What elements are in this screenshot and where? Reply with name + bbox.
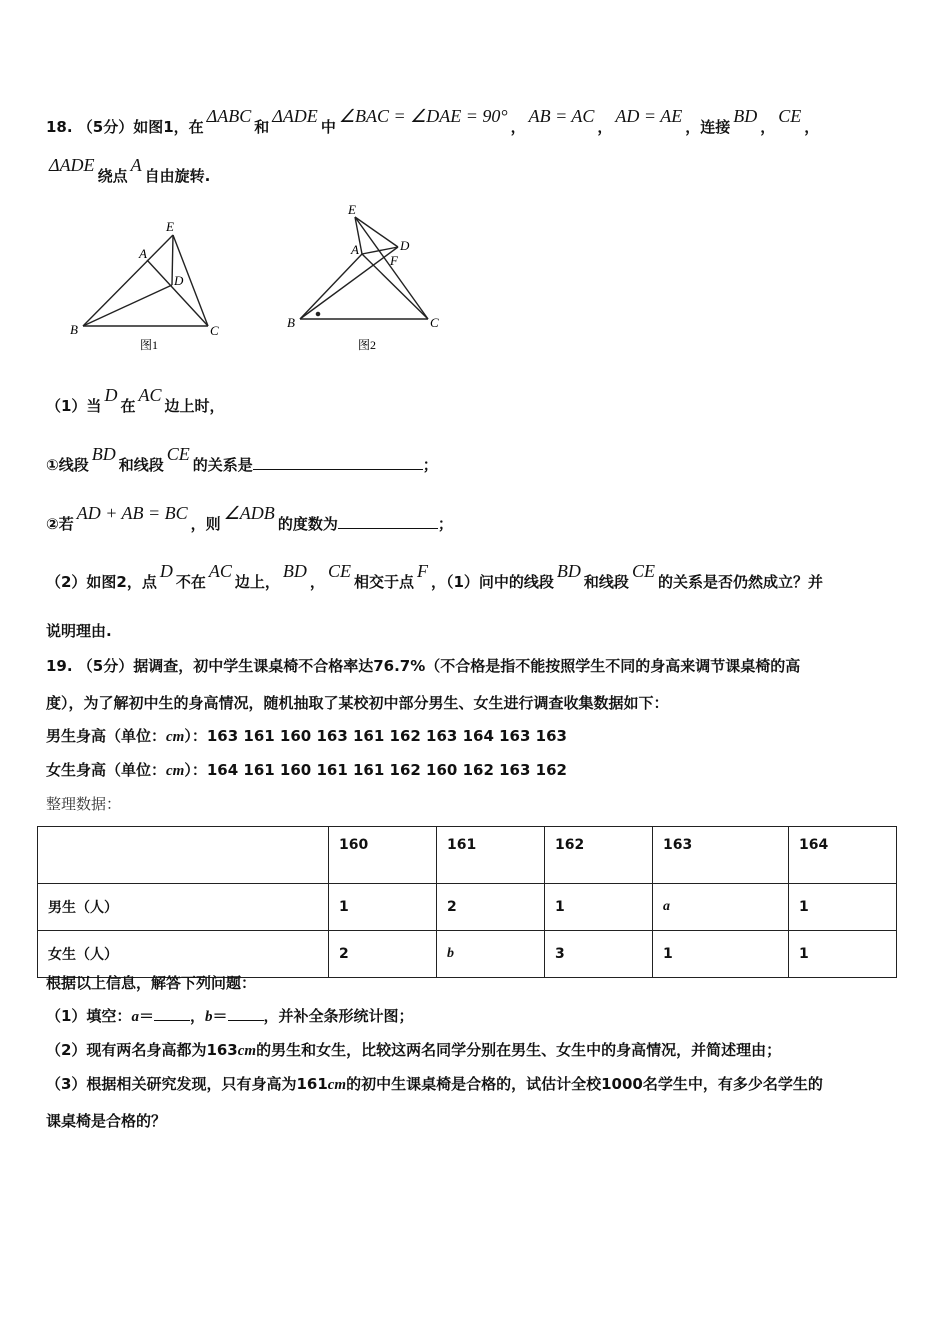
q19-part2 xyxy=(46,1040,781,1061)
table-cell: 162 xyxy=(545,827,653,884)
table-cell: 1 xyxy=(789,931,897,978)
table-cell: b xyxy=(437,931,545,978)
text-segment: ，（1）问中的线段 xyxy=(430,573,554,591)
math-expression: AC xyxy=(208,561,232,581)
answer-blank xyxy=(154,1006,190,1021)
text-segment: 自由旋转. xyxy=(144,167,211,185)
text-segment: 的初中生课桌椅是合格的，试估计全校1000名学生中，有多少名学生的 xyxy=(346,1075,823,1093)
table-cell: 男生（人） xyxy=(38,884,329,931)
text-segment: ； xyxy=(422,456,438,474)
italic-unit: cm xyxy=(166,729,185,745)
table-cell: 2 xyxy=(437,884,545,931)
table-cell: 164 xyxy=(789,827,897,884)
text-segment: 在 xyxy=(120,397,136,415)
math-expression: A xyxy=(130,155,142,175)
text-segment: 的男生和女生，比较这两名同学分别在男生、女生中的身高情况，并简述理由； xyxy=(256,1041,782,1059)
table-cell: 1 xyxy=(789,884,897,931)
math-expression: CE xyxy=(631,561,655,581)
text-segment: 度），为了解初中生的身高情况，随机抽取了某校初中部分男生、女生进行调查收集数据如下： xyxy=(46,694,669,712)
label-c: C xyxy=(430,315,439,330)
text-segment: 男生身高（单位： xyxy=(46,727,167,745)
text-segment: ， xyxy=(804,118,820,136)
text-segment: （2）现有两名身高都为163 xyxy=(46,1041,238,1059)
text-segment: （1）当 xyxy=(46,397,102,415)
text-segment: （1）填空： xyxy=(46,1007,132,1025)
text-segment: 相交于点 xyxy=(353,573,414,591)
text-segment: 不在 xyxy=(175,573,206,591)
table-cell: 3 xyxy=(545,931,653,978)
italic-unit: cm xyxy=(327,1077,347,1093)
table-cell: 1 xyxy=(653,931,789,978)
text-segment: ； xyxy=(437,515,453,533)
table-cell: a xyxy=(653,884,789,931)
text-segment: 19. （5分）据调查，初中学生课桌椅不合格率达76.7%（不合格是指不能按照学生不同的身高来调节课桌椅的高 xyxy=(46,657,801,675)
italic-unit: b xyxy=(204,1009,213,1025)
text-segment: ，连接 xyxy=(685,118,731,136)
table-cell: 160 xyxy=(329,827,437,884)
label-b: B xyxy=(287,315,295,330)
text-segment: ， xyxy=(309,573,325,591)
q18-part2-cont xyxy=(46,621,112,641)
table-row xyxy=(38,884,897,931)
figure-2 xyxy=(300,217,428,319)
text-segment: （3）根据相关研究发现，只有身高为161 xyxy=(46,1075,328,1093)
math-expression: ∠BAC = ∠DAE = 90° xyxy=(338,106,508,126)
q19-instructions xyxy=(46,973,256,993)
label-e: E xyxy=(348,202,356,217)
math-expression: ∠ADB xyxy=(223,503,275,523)
text-segment: 和线段 xyxy=(118,456,164,474)
table-cell: 2 xyxy=(329,931,437,978)
math-expression: ΔADE xyxy=(272,106,318,126)
figure-1-caption: 图1 xyxy=(140,338,159,352)
text-segment: ＝ xyxy=(138,1007,154,1025)
math-expression: AB = AC xyxy=(528,106,595,126)
text-segment: ①线段 xyxy=(46,456,89,474)
answer-blank xyxy=(228,1006,264,1021)
table-cell: 1 xyxy=(329,884,437,931)
text-segment: ， xyxy=(760,118,776,136)
text-segment: 的关系是否仍然成立？并 xyxy=(657,573,823,591)
text-segment: 课桌椅是合格的？ xyxy=(46,1112,167,1130)
math-expression: AD + AB = BC xyxy=(76,503,188,523)
italic-unit: cm xyxy=(237,1043,257,1059)
table-cell xyxy=(38,827,329,884)
table-header-row xyxy=(38,827,897,884)
text-segment: ②若 xyxy=(46,515,74,533)
text-segment: 的度数为 xyxy=(277,515,338,533)
math-expression: CE xyxy=(778,106,802,126)
table-cell: 161 xyxy=(437,827,545,884)
text-segment: （2）如图2，点 xyxy=(46,573,157,591)
text-segment: 女生身高（单位： xyxy=(46,761,167,779)
math-expression: ΔADE xyxy=(49,155,95,175)
math-expression: ΔABC xyxy=(206,106,252,126)
geometry-figures xyxy=(0,0,950,360)
q19-line2 xyxy=(46,693,669,713)
q19-girls-heights xyxy=(46,760,567,781)
q18-part1-a xyxy=(46,444,438,475)
math-expression: F xyxy=(416,561,428,581)
label-e: E xyxy=(166,219,174,234)
table-row xyxy=(38,931,897,978)
label-d: D xyxy=(174,273,184,288)
table-cell: 1 xyxy=(545,884,653,931)
q18-part1-b xyxy=(46,503,453,534)
text-segment: ）：164 161 160 161 161 162 160 162 163 162 xyxy=(184,761,567,779)
italic-unit: a xyxy=(131,1009,139,1025)
table-cell: 女生（人） xyxy=(38,931,329,978)
q19-part3-cont xyxy=(46,1111,166,1131)
text-segment: 根据以上信息，解答下列问题： xyxy=(46,974,257,992)
q19-organize-label: 整理数据： xyxy=(46,795,122,813)
q19-part3 xyxy=(46,1074,823,1095)
label-d: D xyxy=(400,238,410,253)
label-a: A xyxy=(351,242,359,257)
text-segment: ， xyxy=(597,118,613,136)
math-expression: CE xyxy=(327,561,351,581)
text-segment: 的关系是 xyxy=(192,456,253,474)
text-segment: ）：163 161 160 163 161 162 163 164 163 163 xyxy=(184,727,567,745)
math-expression: AC xyxy=(138,385,162,405)
text-segment: 和 xyxy=(254,118,270,136)
text-segment: 和线段 xyxy=(583,573,629,591)
text-segment: ，并补全条形统计图； xyxy=(263,1007,414,1025)
math-expression: BD xyxy=(282,561,307,581)
text-segment: 18. （5分）如图1，在 xyxy=(46,118,204,136)
text-segment: 说明理由. xyxy=(46,622,112,640)
math-expression: D xyxy=(104,385,118,405)
text-segment: ＝ xyxy=(212,1007,228,1025)
q18-part1 xyxy=(46,385,225,416)
answer-blank xyxy=(253,455,423,470)
text-segment: ，则 xyxy=(190,515,221,533)
text-segment: 中 xyxy=(320,118,336,136)
label-c: C xyxy=(210,323,219,338)
label-a: A xyxy=(139,246,147,261)
math-expression: CE xyxy=(166,444,190,464)
label-f: F xyxy=(390,253,398,268)
table-cell: 163 xyxy=(653,827,789,884)
math-expression: AD = AE xyxy=(615,106,683,126)
math-expression: D xyxy=(159,561,173,581)
math-expression: BD xyxy=(556,561,581,581)
text-segment: ， xyxy=(510,118,526,136)
text-segment: 边上时， xyxy=(164,397,225,415)
q19-line1 xyxy=(46,656,800,676)
q18-part2 xyxy=(46,561,823,592)
text-segment: ， xyxy=(189,1007,205,1025)
math-expression: BD xyxy=(91,444,116,464)
label-b: B xyxy=(70,322,78,337)
math-expression: BD xyxy=(733,106,758,126)
q19-boys-heights xyxy=(46,726,567,747)
q19-part1 xyxy=(46,1006,414,1027)
answer-blank xyxy=(338,514,438,529)
text-segment: 边上， xyxy=(234,573,280,591)
text-segment: 绕点 xyxy=(97,167,128,185)
height-frequency-table xyxy=(37,826,897,978)
italic-unit: cm xyxy=(166,763,185,779)
figure-2-caption: 图2 xyxy=(358,338,377,352)
